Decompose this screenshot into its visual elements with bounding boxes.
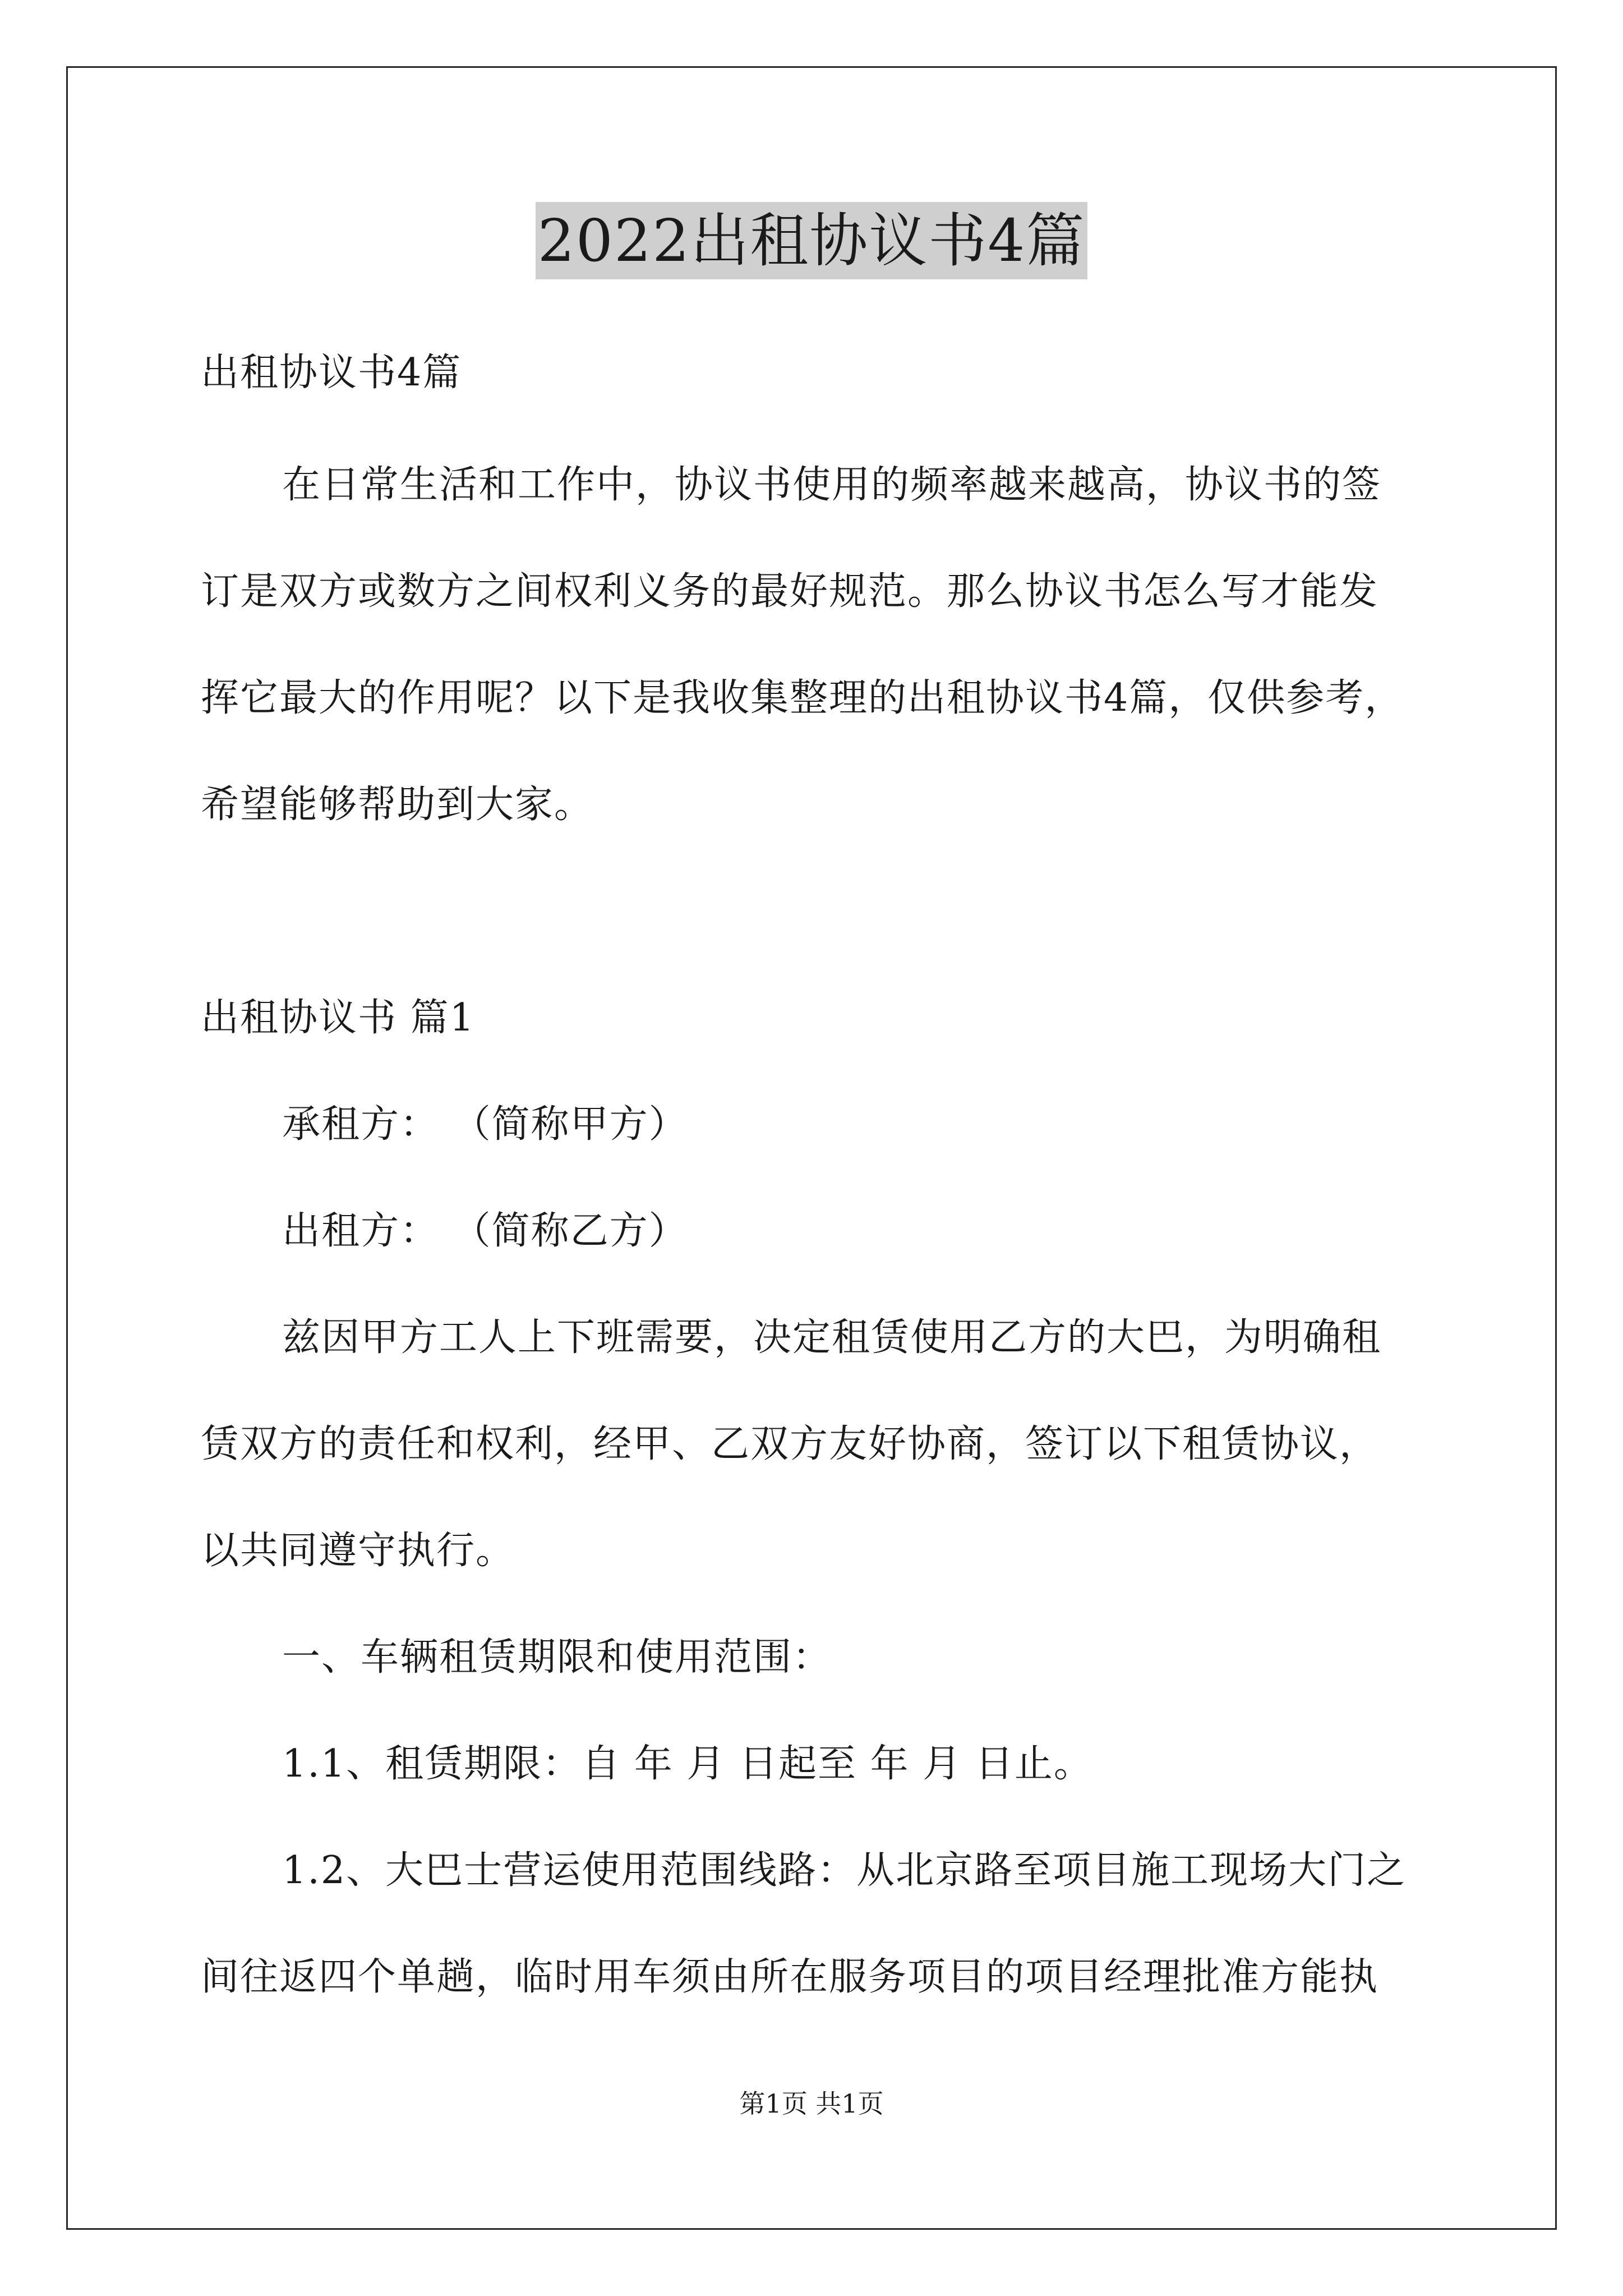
intro-line-2: 订是双方或数方之间权利义务的最好规范。那么协议书怎么写才能发 — [201, 569, 1379, 614]
intro-line-3: 挥它最大的作用呢？以下是我收集整理的出租协议书4篇，仅供参考， — [201, 676, 1404, 720]
intro-line-1: 在日常生活和工作中，协议书使用的频率越来越高，协议书的签 — [282, 463, 1382, 507]
lessee-line: 承租方： （简称甲方） — [282, 1102, 688, 1147]
clause-1-2-line-1: 1.2、大巴士营运使用范围线路：从北京路至项目施工现场大门之 — [282, 1848, 1407, 1893]
body-line-2: 赁双方的责任和权利，经甲、乙双方友好协商，签订以下租赁协议， — [201, 1422, 1379, 1466]
document-title: 2022出租协议书4篇 — [536, 202, 1088, 279]
subtitle-line: 出租协议书4篇 — [201, 351, 462, 395]
intro-line-4: 希望能够帮助到大家。 — [201, 783, 594, 827]
body-line-1: 兹因甲方工人上下班需要，决定租赁使用乙方的大巴，为明确租 — [282, 1315, 1382, 1360]
page-footer: 第1页 共1页 — [739, 2088, 884, 2119]
clause-1-2-line-2: 间往返四个单趟，临时用车须由所在服务项目的项目经理批准方能执 — [201, 1955, 1379, 1999]
title-container — [0, 202, 1623, 279]
clause-1-1: 1.1、租赁期限：自 年 月 日起至 年 月 日止。 — [282, 1742, 1093, 1786]
body-line-3: 以共同遵守执行。 — [201, 1529, 515, 1573]
clause-heading-1: 一、车辆租赁期限和使用范围： — [282, 1635, 832, 1680]
lessor-line: 出租方： （简称乙方） — [282, 1209, 688, 1253]
section-heading: 出租协议书 篇1 — [201, 996, 475, 1040]
